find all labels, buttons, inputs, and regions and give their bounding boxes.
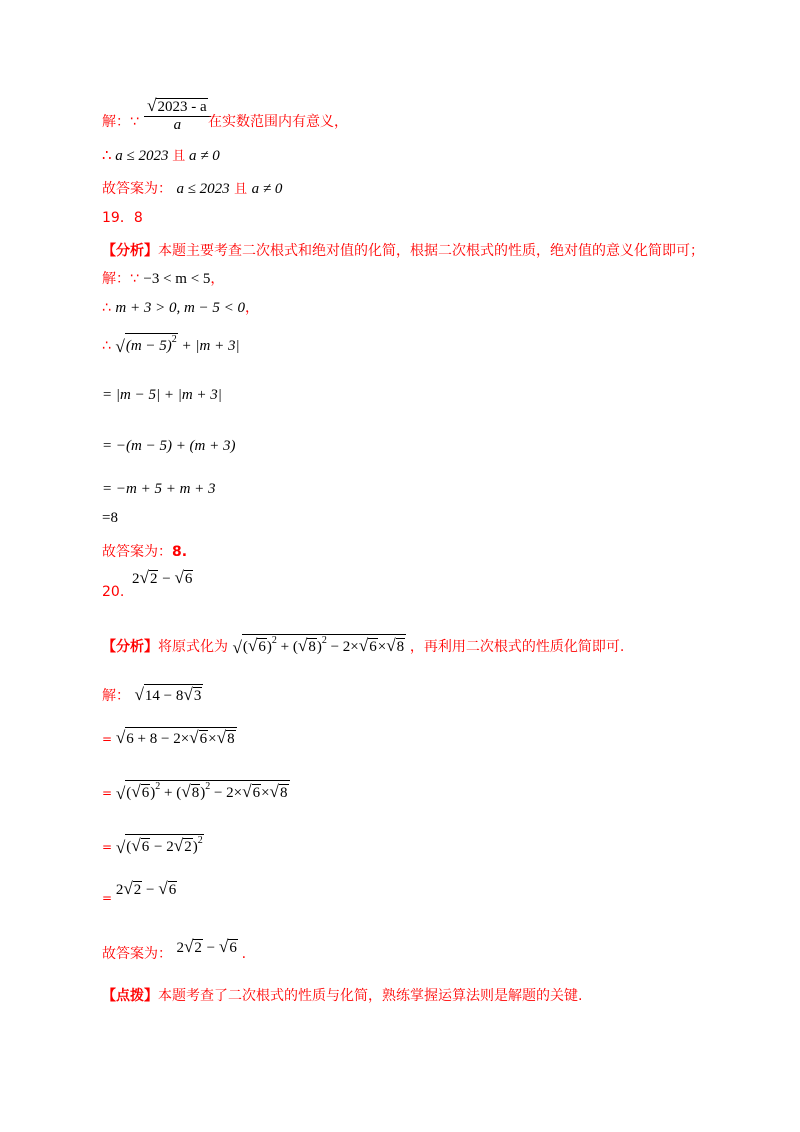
solution-start-20: 解： √14 − 8√3 <box>102 685 202 704</box>
solution-given-19: 解：∵ −3 < m < 5， <box>102 271 225 287</box>
answer-line-19: 故答案为：8. <box>102 544 188 560</box>
question-number-20: 20. <box>102 584 125 600</box>
therefore-line-18: ∴ a ≤ 2023 且 a ≠ 0 <box>102 148 220 164</box>
expression-line-19: ∴ $√(m - 5)^2 + |m + 3|$ <box>102 334 240 356</box>
answer-line-18: 故答案为： a ≤ 2023 且 a ≠ 0 <box>102 181 283 197</box>
analysis-20: 【分析】将原式化为 $√(√6)^2 + (√8)^2 - 2\times√6\times√8$ ，再利用二次根式的性质化简即可. <box>102 635 625 657</box>
inequality-line-19: ∴ m + 3 > 0, m − 5 < 0， <box>102 300 260 316</box>
step-4-19: =8 <box>102 510 118 526</box>
step-3-20: = $√(√6 - 2√2)^2$ <box>102 835 203 857</box>
solution-prefix-18: 解：∵ <box>102 114 139 130</box>
question-20-answer-expression: 2√2 − √6 <box>132 568 193 587</box>
step-2-20: = $√(√6)^2 + (√8)^2 - 2\times√6\times√8$ <box>102 781 288 803</box>
question-number-19: 19．8 <box>102 210 143 226</box>
step-4-20: $_=$ 2√2 − √6 <box>102 879 177 905</box>
step-2-19: = −(m − 5) + (m + 3) <box>102 438 236 454</box>
analysis-19: 【分析】本题主要考查二次根式和绝对值的化简，根据二次根式的性质，绝对值的意义化简即可； <box>102 243 704 259</box>
step-1-19: = |m − 5| + |m + 3| <box>102 387 222 403</box>
tip-20: 【点拨】本题考查了二次根式的性质与化简，熟练掌握运算法则是解题的关键. <box>102 988 583 1004</box>
fraction-sqrt-2023: $\frac{√2023 - a}{a}$ <box>144 97 211 133</box>
step-1-20: = √6 + 8 − 2×√6×√8 <box>102 728 235 747</box>
meaningful-condition-text: 在实数范围内有意义， <box>208 114 348 130</box>
answer-line-20: 故答案为： 2√2 − √6 . <box>102 937 247 962</box>
step-3-19: = −m + 5 + m + 3 <box>102 481 216 497</box>
